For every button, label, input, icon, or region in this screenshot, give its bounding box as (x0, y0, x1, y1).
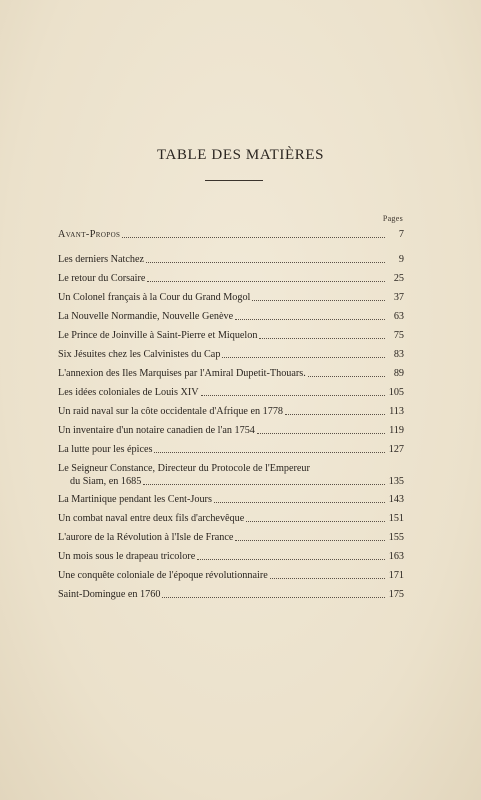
toc-entry-title: L'aurore de la Révolution à l'Isle de France (58, 532, 234, 543)
dot-leader (308, 376, 385, 377)
toc-entry-title: Les derniers Natchez (58, 254, 144, 265)
toc-entry-title: Le retour du Corsaire (58, 273, 146, 284)
dot-leader (143, 484, 385, 485)
toc-entry-title: La lutte pour les épices (58, 444, 153, 455)
toc-entry-page: 119 (389, 425, 404, 436)
toc-entry-page: 37 (393, 292, 404, 303)
toc-entry (58, 310, 404, 323)
toc-entry (58, 348, 404, 361)
toc-entry (58, 253, 404, 266)
toc-entry-page: 7 (398, 229, 404, 240)
dot-leader (154, 452, 385, 453)
toc-entry-title: Un inventaire d'un notaire canadien de l'an 1754 (58, 425, 255, 436)
toc-entry-title: La Martinique pendant les Cent-Jours (58, 494, 212, 505)
toc-entry (58, 493, 404, 506)
dot-leader (257, 433, 385, 434)
toc-entry-page: 143 (388, 494, 404, 505)
toc-entry (58, 443, 404, 456)
toc-entry-page: 83 (393, 349, 404, 360)
dot-leader (197, 559, 385, 560)
toc-entry-page: 89 (393, 368, 404, 379)
toc-entry-title: Un Colonel français à la Cour du Grand Mogol (58, 292, 251, 303)
toc-entry-title: Un raid naval sur la côte occidentale d'Afrique en 1778 (58, 406, 284, 417)
title-divider (205, 180, 263, 181)
dot-leader (285, 414, 385, 415)
toc-entry-page: 171 (388, 570, 404, 581)
toc-entry (58, 512, 404, 525)
toc-entry-page: 151 (388, 513, 404, 524)
toc-entry-title: Une conquête coloniale de l'époque révolutionnaire (58, 570, 268, 581)
toc-entry-page: 105 (388, 387, 404, 398)
dot-leader (147, 281, 385, 282)
toc-entry-page: 113 (389, 406, 404, 417)
toc-entry (58, 386, 404, 399)
dot-leader (162, 597, 385, 598)
toc-entry-title-line2: du Siam, en 1685 (70, 476, 142, 487)
dot-leader (259, 338, 385, 339)
toc-entry-title-line1: Le Seigneur Constance, Directeur du Protocole de l'Empereur (58, 463, 310, 474)
toc-entry (58, 367, 404, 380)
toc-entry (58, 291, 404, 304)
dot-leader (214, 502, 385, 503)
toc-entry (58, 405, 404, 418)
toc-entry (58, 531, 404, 544)
dot-leader (270, 578, 385, 579)
toc-entry-title: Les idées coloniales de Louis XIV (58, 387, 199, 398)
toc-entry-page: 135 (388, 476, 404, 487)
toc-entry-title: Six Jésuites chez les Calvinistes du Cap (58, 349, 221, 360)
toc-entry-title: Un combat naval entre deux fils d'archevêque (58, 513, 245, 524)
toc-entry-title: Le Prince de Joinville à Saint-Pierre et Miquelon (58, 330, 258, 341)
dot-leader (235, 319, 385, 320)
toc-entry (58, 588, 404, 601)
toc-entry-title: Un mois sous le drapeau tricolore (58, 551, 196, 562)
toc-entry-page: 9 (398, 254, 404, 265)
toc-entry-title: L'annexion des Iles Marquises par l'Amiral Dupetit-Thouars. (58, 368, 306, 379)
toc-entry-title: La Nouvelle Normandie, Nouvelle Genève (58, 311, 234, 322)
toc-entry (58, 228, 404, 241)
toc-entry-title: Saint-Domingue en 1760 (58, 589, 161, 600)
dot-leader (246, 521, 385, 522)
toc-entry-page: 175 (388, 589, 404, 600)
pages-column-header: Pages (382, 214, 403, 223)
dot-leader (252, 300, 385, 301)
toc-entry-page: 63 (393, 311, 404, 322)
toc-entry-page: 155 (388, 532, 404, 543)
dot-leader (146, 262, 385, 263)
toc-entry-page: 75 (393, 330, 404, 341)
dot-leader (201, 395, 385, 396)
toc-entry (58, 424, 404, 437)
dot-leader (122, 237, 385, 238)
dot-leader (222, 357, 385, 358)
toc-entry-page: 25 (393, 273, 404, 284)
toc-entry (58, 550, 404, 563)
toc-entry-page: 127 (388, 444, 404, 455)
page-title: TABLE DES MATIÈRES (156, 147, 325, 163)
toc-entry-page: 163 (388, 551, 404, 562)
toc-entry (58, 569, 404, 582)
toc-entry (58, 272, 404, 285)
toc-entry-title: Avant-Propos (58, 229, 121, 240)
toc-entry (58, 462, 404, 488)
dot-leader (235, 540, 385, 541)
toc-entry (58, 329, 404, 342)
